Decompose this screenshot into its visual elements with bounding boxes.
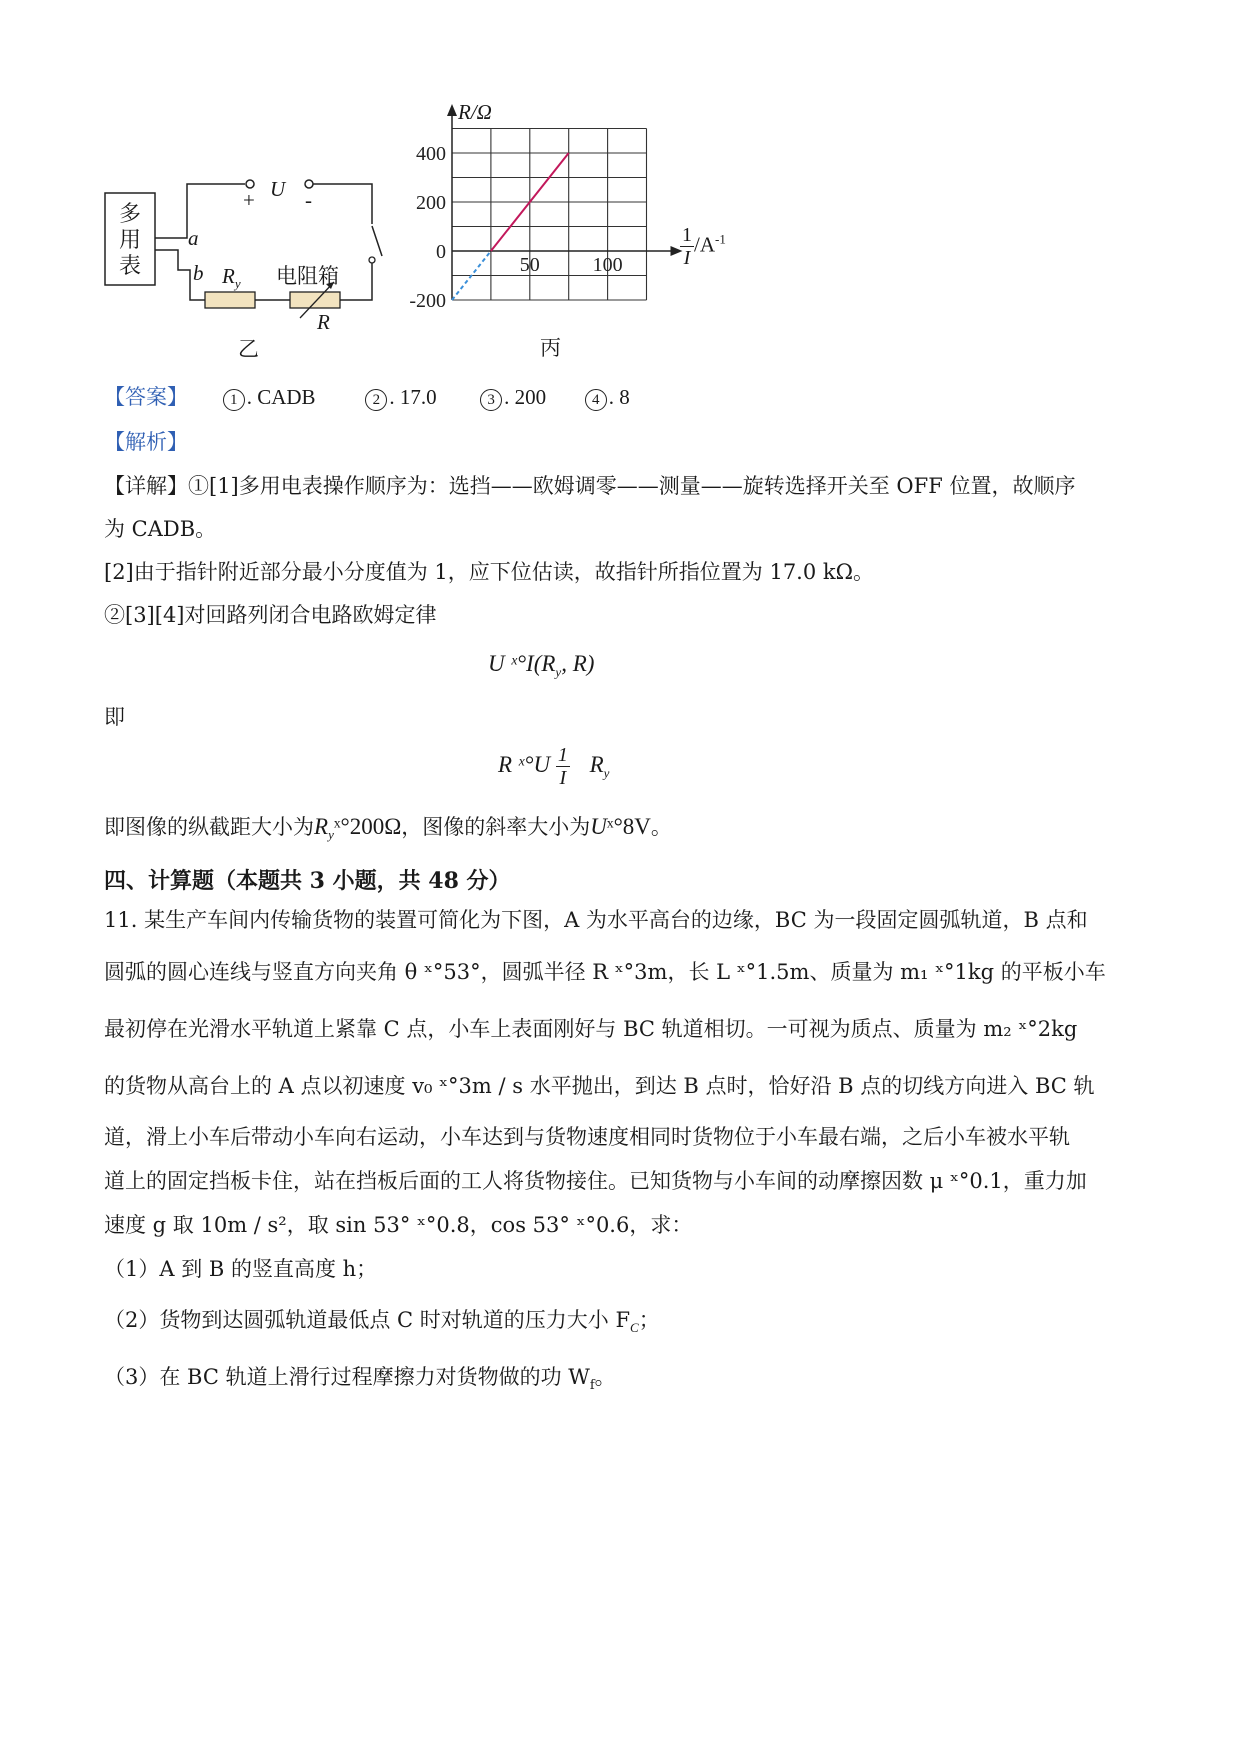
x-axis-label bbox=[680, 224, 726, 269]
figure-bing-caption: 丙 bbox=[540, 336, 561, 360]
resistance-box-label: 电阻箱 bbox=[276, 264, 339, 288]
terminal-a-label: a bbox=[188, 226, 199, 250]
answer-text: . 200 bbox=[504, 385, 547, 409]
equation-1 bbox=[488, 652, 594, 679]
problem-11-line-5: 道，滑上小车后带动小车向右运动，小车达到与货物速度相同时货物位于小车最右端，之后小车被水平轨 bbox=[104, 1125, 1070, 1149]
line5-val: ˣ°200Ω bbox=[333, 814, 402, 839]
circuit-figure bbox=[100, 170, 400, 370]
x-axis-unit: /A bbox=[694, 232, 715, 257]
problem-11-line-2: 圆弧的圆心连线与竖直方向夹角 θ ˣ°53°，圆弧半径 R ˣ°3m，长 L ˣ°1.5m、质量为 m₁ ˣ°1kg 的平板小车 bbox=[104, 960, 1106, 984]
eq2-right: R bbox=[589, 751, 604, 777]
multimeter-char: 表 bbox=[118, 254, 141, 279]
line5-a: 即图像的纵截距大小为 bbox=[104, 815, 314, 839]
eq1-main: U ˣ°I(R bbox=[488, 651, 556, 676]
answer-item bbox=[585, 387, 630, 411]
question-3 bbox=[104, 1367, 616, 1392]
circled-number: 3 bbox=[480, 389, 502, 411]
answer-item bbox=[223, 387, 359, 411]
y-tick-label: 400 bbox=[416, 143, 446, 165]
ji-label: 即 bbox=[104, 705, 125, 729]
eq2-left: R ˣ°U bbox=[498, 751, 551, 777]
detail-line-4: ②[3][4]对回路列闭合电路欧姆定律 bbox=[104, 603, 437, 627]
eq2-frac-den: I bbox=[559, 767, 567, 789]
source-label: U bbox=[270, 177, 286, 201]
x-axis-sup: -1 bbox=[715, 231, 726, 247]
line5-end: 。 bbox=[650, 815, 672, 839]
resistor-sub: y bbox=[234, 276, 241, 292]
y-tick-label: 0 bbox=[436, 241, 446, 263]
line5-r: R bbox=[314, 814, 329, 839]
equation-2 bbox=[498, 744, 609, 789]
detail-line-5 bbox=[104, 815, 672, 841]
q3-sub: f bbox=[589, 1378, 595, 1394]
q3-text: （3）在 BC 轨道上滑行过程摩擦力对货物做的功 W bbox=[104, 1365, 590, 1389]
q2-end: ； bbox=[638, 1308, 660, 1332]
figure-yi-caption: 乙 bbox=[238, 337, 259, 361]
section-4-title: 四、计算题（本题共 3 小题，共 48 分） bbox=[104, 868, 511, 894]
q2-text: （2）货物到达圆弧轨道最低点 C 时对轨道的压力大小 F bbox=[104, 1308, 631, 1332]
multimeter-char: 多 bbox=[118, 202, 141, 227]
x-tick-label: 50 bbox=[519, 254, 540, 276]
answer-item bbox=[480, 387, 578, 411]
multimeter-char: 用 bbox=[118, 228, 141, 253]
eq2-frac-num: 1 bbox=[557, 744, 568, 766]
resistor-r: R bbox=[222, 264, 235, 288]
multimeter-label bbox=[118, 202, 142, 280]
plus-sign: + bbox=[243, 188, 255, 212]
problem-11-line-6: 道上的固定挡板卡住，站在挡板后面的工人将货物接住。已知货物与小车间的动摩擦因数 μ ˣ°0.1，重力加 bbox=[104, 1169, 1087, 1193]
y-axis-arrow bbox=[447, 104, 457, 116]
answer-item bbox=[365, 387, 473, 411]
y-tick-label: -200 bbox=[409, 290, 446, 312]
answer-text: . 8 bbox=[608, 385, 630, 409]
graph-figure bbox=[400, 96, 760, 366]
minus-sign: - bbox=[305, 188, 312, 212]
question-2 bbox=[104, 1310, 660, 1334]
line5-u: U bbox=[590, 814, 607, 839]
resistance-box-r: R bbox=[317, 310, 330, 334]
line5-val2: ˣ°8V bbox=[606, 814, 651, 839]
y-tick-label: 200 bbox=[416, 192, 446, 214]
problem-11-line-1: 11. 某生产车间内传输货物的装置可简化为下图，A 为水平高台的边缘，BC 为一段固定圆弧轨道，B 点和 bbox=[104, 908, 1088, 932]
circled-number: 4 bbox=[585, 389, 607, 411]
circled-number: 2 bbox=[365, 389, 387, 411]
answer-row bbox=[104, 387, 630, 411]
detail-line-1: 【详解】①[1]多用电表操作顺序为：选挡——欧姆调零——测量——旋转选择开关至 OFF 位置，故顺序 bbox=[104, 474, 1076, 498]
detail-line-3: [2]由于指针附近部分最小分度值为 1，应下位估读，故指针所指位置为 17.0 kΩ。 bbox=[104, 560, 875, 584]
line5-b: ，图像的斜率大小为 bbox=[401, 815, 591, 839]
problem-11-line-3: 最初停在光滑水平轨道上紧靠 C 点，小车上表面刚好与 BC 轨道相切。一可视为质点、质量为 m₂ ˣ°2kg bbox=[104, 1017, 1078, 1041]
answer-text: . CADB bbox=[246, 385, 316, 409]
question-1: （1）A 到 B 的竖直高度 h； bbox=[104, 1257, 378, 1281]
line5-sub: y bbox=[328, 827, 334, 843]
x-tick-label: 100 bbox=[592, 254, 623, 276]
y-axis-label: R/Ω bbox=[458, 100, 492, 124]
eq2-sub: y bbox=[603, 765, 610, 781]
eq1-sub: y bbox=[555, 664, 562, 680]
terminal-b-label: b bbox=[193, 261, 204, 285]
q2-sub: C bbox=[630, 1320, 639, 1336]
x-frac-den: I bbox=[683, 247, 691, 269]
q3-end: 。 bbox=[594, 1365, 616, 1389]
resistor-ry-label bbox=[222, 266, 241, 290]
eq1-end: , R) bbox=[561, 651, 595, 676]
detail-line-2: 为 CADB。 bbox=[104, 517, 217, 541]
circled-number: 1 bbox=[223, 389, 245, 411]
x-frac-num: 1 bbox=[682, 224, 692, 246]
answer-text: . 17.0 bbox=[389, 385, 437, 409]
problem-11-line-7: 速度 g 取 10m / s²，取 sin 53° ˣ°0.8，cos 53° ˣ°0.6，求： bbox=[104, 1213, 693, 1237]
analysis-label: 【解析】 bbox=[104, 430, 188, 454]
answer-label: 【答案】 bbox=[104, 385, 188, 409]
problem-11-line-4: 的货物从高台上的 A 点以初速度 v₀ ˣ°3m / s 水平抛出，到达 B 点时，恰好沿 B 点的切线方向进入 BC 轨 bbox=[104, 1074, 1095, 1098]
